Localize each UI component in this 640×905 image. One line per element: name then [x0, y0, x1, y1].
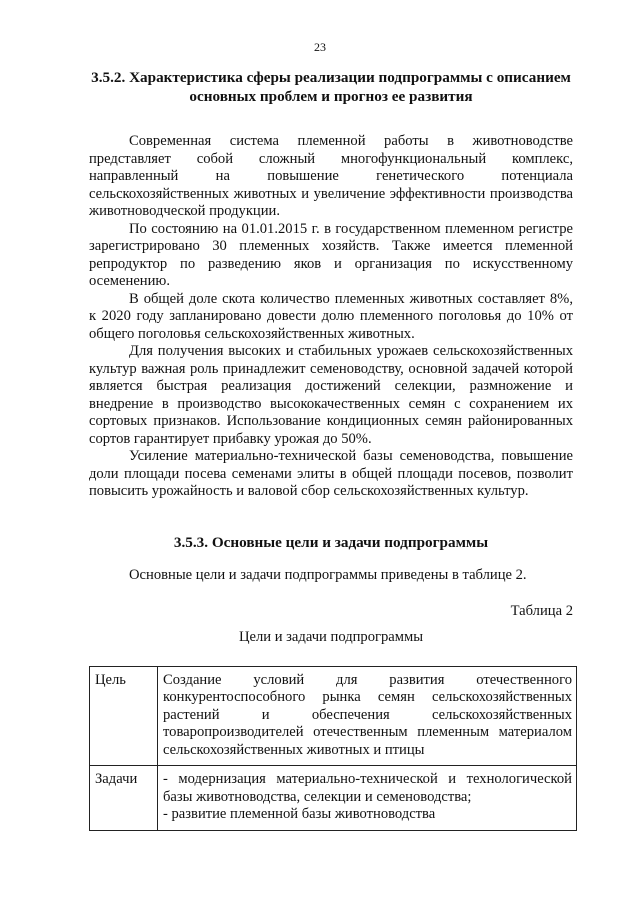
section-352-text — [89, 133, 573, 501]
paragraph: Усиление материально-технической базы семеноводства, повышение доли площади посева семенами элиты в общей площади посевов, позволит повысить урожайность и валовой сбор сельскохозяйственных культур. — [89, 448, 573, 499]
page-number: 23 — [314, 40, 326, 54]
goal-label-cell: Цель — [90, 666, 158, 766]
tasks-list-cell — [158, 766, 577, 831]
table-row-goal — [90, 666, 577, 766]
paragraph: Для получения высоких и стабильных урожаев сельскохозяйственных культур важная роль принадлежит семеноводству, основной задачей которой является быстрая реализация достижений селекции, размножение и внедрение в производство высококачественных семян с сохранением их сортовых признаков. Использование кондиционных семян районированных сортов гарантирует прибавку урожая до 50%. — [89, 343, 573, 447]
tasks-label-cell: Задачи — [90, 766, 158, 831]
paragraph: Современная система племенной работы в животноводстве представляет собой сложный многофункциональный комплекс, направленный на повышение генетического потенциала сельскохозяйственных животных и увеличение эффективности производства животноводческой продукции. — [89, 133, 573, 219]
task-item: - развитие племенной базы животноводства — [163, 806, 436, 822]
section-353-intro: Основные цели и задачи подпрограммы приведены в таблице 2. — [129, 566, 527, 583]
section-353-heading: 3.5.3. Основные цели и задачи подпрограммы — [173, 533, 489, 551]
goal-text-cell: Создание условий для развития отечественного конкурентоспособного рынка семян сельскохозяйственных растений и обеспечения сельскохозяйственных товаропроизводителей отечественным племенным материалом сельскохозяйственных животных и птицы — [158, 666, 577, 766]
table-row-tasks — [90, 766, 577, 831]
paragraph: В общей доле скота количество племенных животных составляет 8%, к 2020 году запланировано довести долю племенного поголовья до 10% от общего поголовья сельскохозяйственных животных. — [89, 290, 573, 342]
document-body — [89, 68, 573, 831]
goals-table — [89, 666, 577, 831]
task-item: - модернизация материально-технической и технологической базы животноводства, селекции и семеноводства; — [163, 771, 572, 805]
paragraph: По состоянию на 01.01.2015 г. в государственном племенном регистре зарегистрировано 30 племенных хозяйств. Также имеется племенной репродуктор по разведению яков и организация по искусственному осеменению. — [89, 220, 573, 289]
section-352-heading: 3.5.2. Характеристика сферы реализации подпрограммы с описанием основных проблем и прогноз ее развития — [91, 69, 571, 105]
table-label: Таблица 2 — [510, 602, 573, 619]
table-title: Цели и задачи подпрограммы — [238, 628, 424, 645]
